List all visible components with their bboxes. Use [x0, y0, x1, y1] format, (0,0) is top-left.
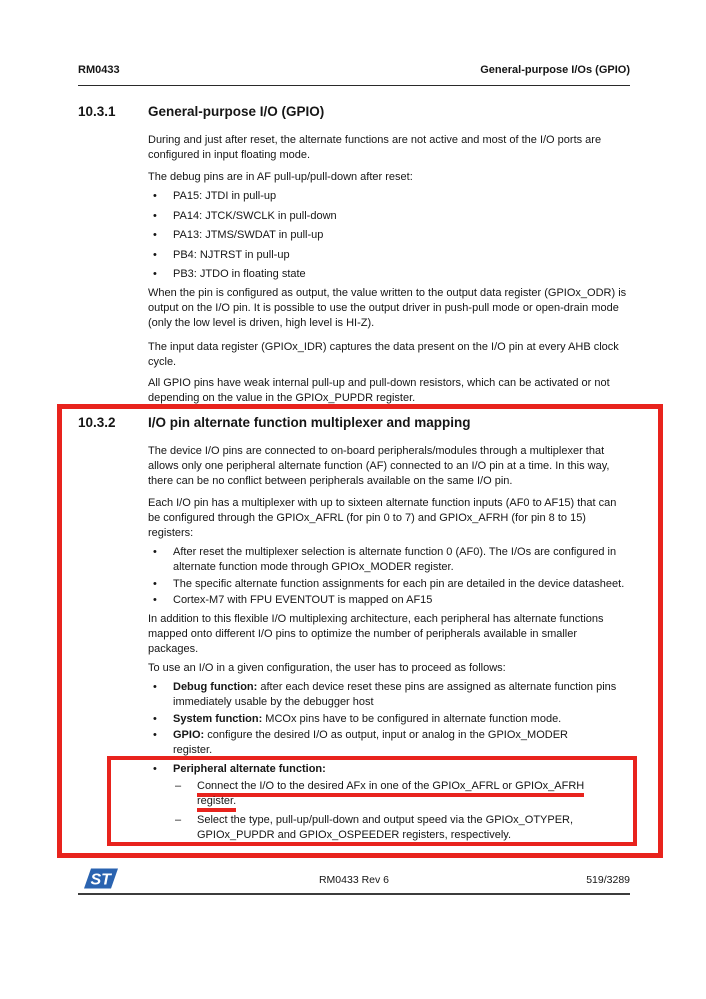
paragraph: In addition to this flexible I/O multiplexing architecture, each peripheral has alternate functions mapped onto different I/O pins to optimize the number of peripherals available in smaller packages.	[148, 613, 604, 655]
sub-bullet-text: Select the type, pull-up/pull-down and output speed via the GPIOx_OTYPER, GPIOx_PUPDR and GPIOx_OSPEEDER registers, respectively.	[197, 813, 574, 841]
paragraph: To use an I/O in a given configuration, the user has to proceed as follows:	[148, 662, 506, 674]
bullet-lead: System function:	[173, 712, 263, 725]
bullet-text: PB3: JTDO in floating state	[173, 268, 306, 280]
bullet-item-debug-function	[148, 680, 630, 710]
bullet-marker: •	[153, 712, 157, 725]
bullet-text: PA15: JTDI in pull-up	[173, 190, 277, 202]
annotation-inner-box	[148, 760, 630, 846]
bullet-marker: •	[153, 268, 157, 280]
section-heading-10-3-2	[78, 415, 630, 431]
bullet-rest: configure the desired I/O as output, input or analog in the GPIOx_MODER	[204, 729, 568, 741]
dash-marker: –	[175, 779, 182, 792]
bullet-marker: •	[153, 248, 157, 261]
bullet-text	[173, 680, 630, 710]
bullet-item	[148, 593, 630, 608]
paragraph: All GPIO pins have weak internal pull-up and pull-down resistors, which can be activated or not depending on the value in the GPIOx_PUPDR register.	[148, 377, 610, 404]
bullet-rest: after each device reset these pins are assigned as alternate function pins immediately usable by the debugger host	[173, 681, 617, 708]
dash-marker: –	[175, 813, 182, 826]
paragraph: The debug pins are in AF pull-up/pull-down after reset:	[148, 171, 413, 183]
bullet-marker: •	[153, 546, 157, 558]
bullet-rest: MCOx pins have to be configured in alternate function mode.	[262, 712, 562, 725]
section-title: I/O pin alternate function multiplexer and mapping	[148, 415, 471, 430]
bullet-text	[173, 762, 630, 777]
bullet-text: PA14: JTCK/SWCLK in pull-down	[173, 209, 337, 222]
header-chapter-title: General-purpose I/Os (GPIO)	[480, 64, 630, 76]
section-number: 10.3.1	[78, 104, 116, 119]
bullet-marker: •	[153, 763, 157, 775]
bullet-item	[148, 228, 630, 243]
bullet-text: The specific alternate function assignments for each pin are detailed in the device datasheet.	[173, 577, 625, 590]
debug-pin-bullet-list	[148, 189, 630, 282]
bullet-marker: •	[153, 594, 157, 606]
bullet-lead: Debug function:	[173, 681, 258, 693]
section-number: 10.3.2	[78, 415, 116, 430]
bullet-text: PA13: JTMS/SWDAT in pull-up	[173, 229, 324, 241]
bullet-item	[148, 189, 630, 204]
paragraph: During and just after reset, the alternate functions are not active and most of the I/O ports are configured in input floating mode.	[148, 134, 602, 161]
af-bullet-list	[148, 545, 630, 608]
page-body	[78, 104, 630, 856]
red-underline-annotation: register.	[197, 795, 236, 812]
bullet-text	[173, 712, 630, 727]
section-heading-10-3-1	[78, 104, 630, 120]
page-header	[78, 64, 630, 86]
footer-page-number: 519/3289	[586, 874, 630, 886]
paragraph: The device I/O pins are connected to on-board peripherals/modules through a multiplexer that allows only one peripheral alternate function (AF) connected to an I/O pin at a time. In this way, there can be no conflict between peripherals available on the same I/O pin.	[148, 445, 610, 487]
bullet-item-system-function	[148, 712, 630, 727]
bullet-text: After reset the multiplexer selection is alternate function 0 (AF0). The I/Os are configured in alternate function mode through GPIOx_MODER register.	[173, 546, 617, 573]
sub-bullet-item	[175, 813, 630, 843]
bullet-item-gpio	[148, 728, 630, 758]
bullet-text	[173, 728, 630, 758]
bullet-marker: •	[153, 577, 157, 590]
bullet-lead: Peripheral alternate function:	[173, 763, 326, 775]
page-footer	[78, 866, 630, 894]
sub-bullet-text	[197, 779, 630, 809]
paragraph: Each I/O pin has a multiplexer with up to sixteen alternate function inputs (AF0 to AF15) that can be configured through the GPIOx_AFRL (for pin 0 to 7) and GPIOx_AFRH (for pin 8 to 15) registers:	[148, 497, 617, 539]
paragraph: When the pin is configured as output, the value written to the output data register (GPIOx_ODR) is output on the I/O pin. It is possible to use the output driver in push-pull mode or open-drain mode (only the low level is driven, high level is HI-Z).	[148, 287, 627, 329]
section-title: General-purpose I/O (GPIO)	[148, 104, 325, 119]
bullet-marker: •	[153, 190, 157, 202]
bullet-text: PB4: NJTRST in pull-up	[173, 248, 290, 261]
bullet-rest: register.	[173, 744, 213, 756]
red-underline-annotation: Connect the I/O to the desired AFx in one of the GPIOx_AFRL or GPIOx_AFRH	[197, 780, 584, 797]
bullet-marker: •	[153, 209, 157, 222]
bullet-item-peripheral-alternate-function	[148, 762, 630, 777]
bullet-item	[148, 545, 630, 575]
bullet-text: Cortex-M7 with FPU EVENTOUT is mapped on AF15	[173, 594, 433, 606]
bullet-marker: •	[153, 681, 157, 693]
paragraph: The input data register (GPIOx_IDR) captures the data present on the I/O pin at every AHB clock cycle.	[148, 341, 619, 368]
header-doc-id: RM0433	[78, 64, 120, 76]
bullet-marker: •	[153, 729, 157, 741]
section-10-3-2-content	[148, 444, 630, 846]
procedure-bullet-list	[148, 680, 630, 846]
section-10-3-1-content	[148, 133, 630, 406]
bullet-item	[148, 577, 630, 592]
footer-doc-rev: RM0433 Rev 6	[318, 874, 390, 886]
svg-text:ST: ST	[90, 871, 111, 889]
bullet-item	[148, 248, 630, 263]
annotation-outer-box	[78, 406, 630, 856]
bullet-item	[148, 209, 630, 224]
sub-bullet-item	[175, 779, 630, 809]
bullet-lead: GPIO:	[173, 729, 205, 741]
bullet-item	[148, 267, 630, 282]
bullet-marker: •	[153, 229, 157, 241]
footer-rule	[78, 893, 630, 895]
